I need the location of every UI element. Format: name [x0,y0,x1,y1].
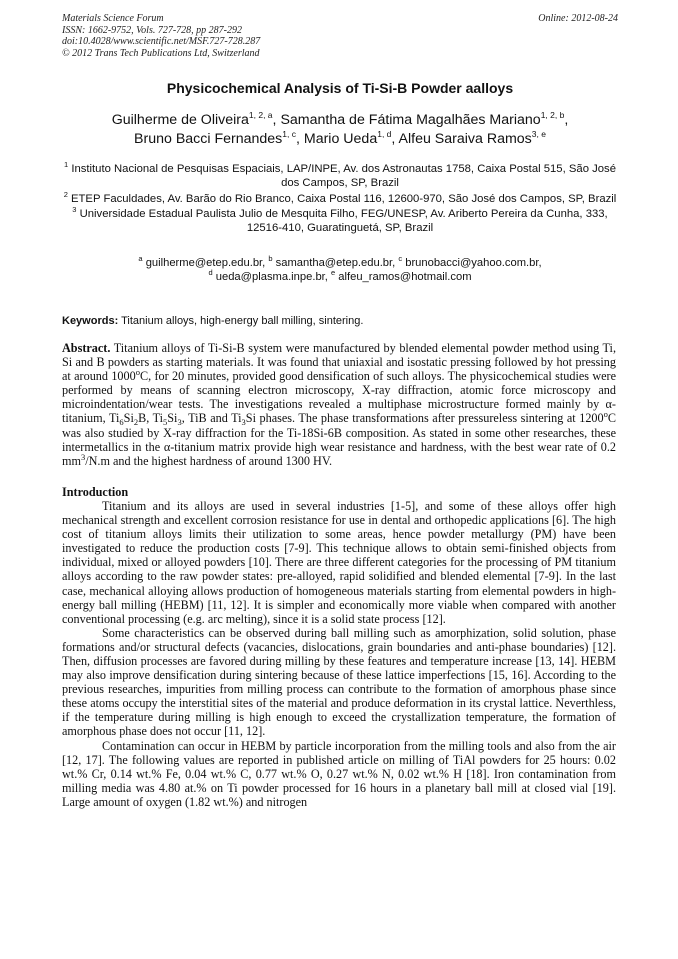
author-name: Guilherme de Oliveira [111,112,249,128]
affiliation-number: 1 [64,160,69,169]
email-link[interactable]: guilherme@etep.edu.br, [145,257,266,269]
abstract [62,341,616,468]
abstract-text: Si [167,411,178,426]
running-header [62,13,618,59]
abstract-text: Si [123,411,134,426]
email-link[interactable]: ueda@plasma.inpe.br, [215,271,328,284]
email-list [62,256,618,285]
superscript: o [135,367,140,378]
affiliation-text: Instituto Nacional de Pesquisas Espaciais, LAP/INPE, Av. dos Astronautas 1758, Caixa Postal 515, São José dos Campos, SP, Brazil [71,163,616,190]
email-link[interactable]: samantha@etep.edu.br, [275,257,396,269]
email-mark: a [138,254,143,263]
paragraph: Titanium and its alloys are used in several industries [1-5], and some of these alloys offer high mechanical strength and excellent corrosion resistance for use in dental and orthopedic applications [6]. The high cost of titanium alloys limits their utilization to some areas, hence powder metallurgy (PM) have been investigated to reduce the production costs [7-9]. This technique allows to obtain semi-finished objects from individual, mixed or alloyed powders [10]. There are three different categories for the processing of PM titanium alloys according to the raw powder states: pre-alloyed, rapid solidified and blended elemental [7-9]. In the last case, mechanical alloying allows production of homogeneous materials starting from elemental powders in high-energy ball milling (HEBM) [11, 12]. It is simpler and economically more viable when compared with another conventional processing (e.g. arc melting), since it is a solid state process [12]. [62,498,616,626]
affiliation [62,189,618,206]
abstract-text: Titanium alloys of Ti-Si-B system were manufactured by blended elemental powder method using Ti, Si and B powders as starting materials. It was found that uniaxial and isostatic pressing followed by hot pressing at around 1000 [62,341,616,384]
email-mark: c [398,254,403,263]
author-name: Alfeu Saraiva Ramos [398,131,532,147]
abstract-text: B, Ti [138,411,164,426]
author-affil-mark: 3, e [531,129,546,139]
paper-title: Physicochemical Analysis of Ti-Si-B Powder aalloys [166,80,514,96]
author-name: Bruno Bacci Fernandes [134,131,283,147]
subscript: 5 [163,417,168,428]
superscript: o [603,409,608,420]
keywords [62,314,618,328]
paper-body [62,341,616,809]
online-date: Online: 2012-08-24 [538,13,618,24]
journal-name: Materials Science Forum [62,13,164,24]
abstract-label: Abstract. [62,341,111,355]
affiliation [62,162,618,191]
abstract-text: , TiB and Ti [181,411,242,426]
email-link[interactable]: brunobacci@yahoo.com.br, [405,257,542,269]
issn-line: ISSN: 1662-9752, Vols. 727-728, pp 287-292 [62,24,242,36]
affiliation-number: 2 [63,189,68,199]
author-list: Guilherme de Oliveira$^{1, 2, a}$, Samantha de Fátima Magalhães Mariano$^{1, 2, b}$, Bruno Bacci Fernandes$^{1, c}$, Mario Ueda$^{1, d}$, Alfeu Saraiva Ramos$^{3, e}$ [111,110,569,147]
copyright-line: © 2012 Trans Tech Publications Ltd, Switzerland [62,47,260,59]
section-heading: Introduction [62,484,129,499]
email-link[interactable]: alfeu_ramos@hotmail.com [338,271,472,284]
affiliation-list [62,162,618,236]
subscript: 3 [177,417,182,428]
keywords-label: Keywords: [62,315,119,327]
abstract-text: C, for 20 minutes, provided good densification of such alloys. The physicochemical studies were performed by means of scanning electron microscopy, X-ray diffraction, atomic force microscopy and microindentation/wear tests. The investigations revealed a multiphase microstructure formed mainly by α-titanium, Ti [62,369,617,426]
subscript: 6 [119,417,124,428]
doi-line: doi:10.4028/www.scientific.net/MSF.727-728.287 [62,36,261,48]
abstract-text: Si phases. The phase transformations after pressureless sintering at 1200 [245,411,604,426]
author-name: Mario Ueda [303,131,378,147]
keywords-text: Titanium alloys, high-energy ball milling, sintering. [121,315,364,327]
affiliation-text: Universidade Estadual Paulista Julio de Mesquita Filho, FEG/UNESP, Av. Ariberto Pereira da Cunha, 333, 12516-410, Guaratinguetá, SP, Brazil [79,207,608,235]
email-mark: b [268,254,273,263]
affiliation [62,204,618,236]
abstract-text: /N.m and the highest hardness of around 1300 HV. [85,453,333,468]
affiliation-text: ETEP Faculdades, Av. Barão do Rio Branco, Caixa Postal 116, 12600-970, São José dos Campos, SP, Brazil [71,192,617,205]
email-mark: d [208,268,213,278]
email-mark: e [331,268,336,278]
abstract-text: C was also studied by X-ray diffraction for the Ti-18Si-6B composition. As stated in some other researches, these intermetallics in the α-titanium matrix provide high wear resistance and hardness, with the best wear rate of 0.2 mm [62,411,616,468]
author-affil-mark: 1, 2, b [540,110,565,120]
author-name: Samantha de Fátima Magalhães Mariano [280,112,541,128]
subscript: 2 [133,417,139,428]
affiliation-number: 3 [72,204,77,214]
subscript: 3 [241,417,246,428]
paragraph: Contamination can occur in HEBM by particle incorporation from the milling tools and also from the air [12, 17]. The following values are reported in published article on milling of TiAl powders for 25 hours: 0.02 wt.% Cr, 0.14 wt.% Fe, 0.04 wt.% C, 0.77 wt.% O, 0.27 wt.% N, 0.02 wt.% H [18]. Iron contamination from milling media was 4.80 at.% on Ti powder processed for 16 hours in a planetary ball mill at closed vial [19]. Large amount of oxygen (1.82 wt.%) and nitrogen [62,738,616,809]
paragraph: Some characteristics can be observed during ball milling such as amorphization, solid solution, phase formations and/or structural defects (vacancies, dislocations, grain boundaries and anti-phase boundaries) [12]. Then, diffusion processes are favored during milling by these features and temperature increase [13, 14]. HEBM may also improve densification during sintering because of these lattice imperfections [15, 16]. According to the previous researches, impurities from milling process can contribute to the formation of amorphous phase since these atoms occupy the interstitial sites of the material and produce deformation in its crystal lattice. Neverthless, if the temperature during milling is high enough to exceed the crystallization temperature, the formation of amorphous phase does not occur [11, 12]. [62,625,616,739]
superscript: 3 [80,451,86,462]
author-affil-mark: 1, d [377,129,392,139]
author-affil-mark: 1, c [282,129,296,139]
author-affil-mark: 1, 2, a [248,110,273,120]
